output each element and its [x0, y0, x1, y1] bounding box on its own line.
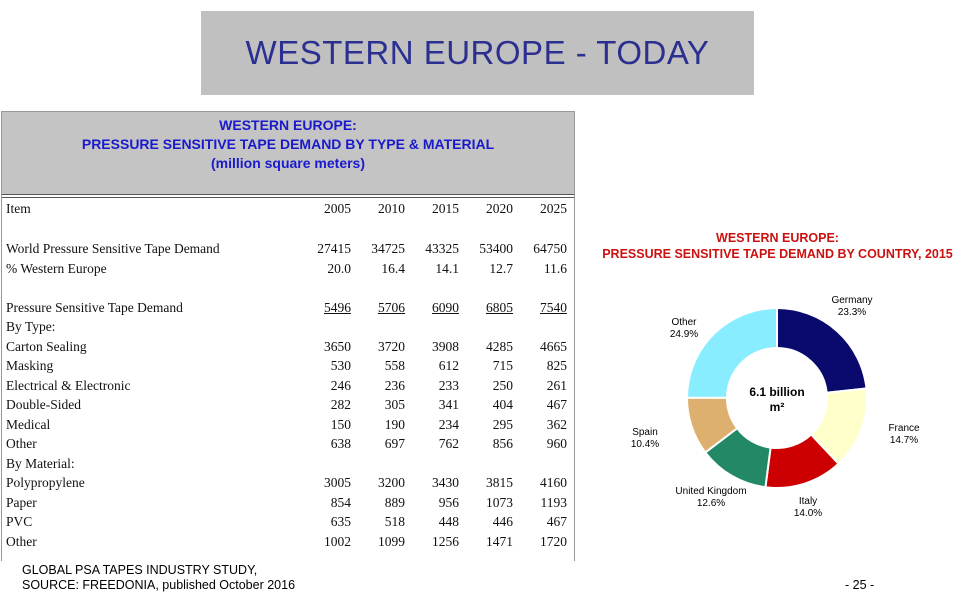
country-donut-chart: [600, 285, 960, 520]
cell-value: 233: [438, 377, 459, 393]
cell-value: 20.0: [327, 260, 351, 276]
item-header: Item: [6, 201, 31, 216]
slice-name-label: France: [888, 423, 920, 434]
cell-value: 261: [546, 377, 567, 393]
cell-value: 11.6: [543, 260, 567, 276]
table-cell: [304, 396, 358, 416]
table-cell: [304, 493, 358, 513]
cell-value: 889: [384, 494, 405, 510]
table-row: [2, 454, 574, 474]
cell-value: 6805: [486, 299, 513, 315]
table-cell: [412, 474, 466, 494]
table-row: [2, 337, 574, 357]
cell-value: 854: [330, 494, 351, 510]
table-cell: [466, 513, 520, 533]
table-cell: [412, 376, 466, 396]
cell-value: 762: [438, 436, 459, 452]
cell-value: 856: [492, 436, 513, 452]
table-cell: [304, 259, 358, 279]
row-label: Polypropylene: [6, 475, 85, 491]
year-header: 2010: [378, 201, 405, 216]
row-label: Double-Sided: [6, 397, 81, 413]
cell-value: 635: [330, 514, 351, 530]
cell-value: 16.4: [381, 260, 405, 276]
table-header-row: [2, 198, 574, 220]
table-cell: [358, 415, 412, 435]
donut-center-total: 6.1 billion: [749, 385, 805, 399]
cell-value: 236: [384, 377, 405, 393]
chart-subtitle: PRESSURE SENSITIVE TAPE DEMAND BY COUNTRY, 2015: [602, 247, 953, 261]
demand-table: [2, 198, 574, 552]
table-cell: [466, 240, 520, 260]
table-row: [2, 298, 574, 318]
table-cell: [358, 532, 412, 552]
table-cell: [466, 337, 520, 357]
slice-name-label: United Kingdom: [675, 486, 747, 497]
cell-value: 1073: [486, 494, 513, 510]
cell-value: 3815: [486, 475, 513, 491]
table-cell: [358, 396, 412, 416]
table-cell: [358, 298, 412, 318]
row-label: Other: [6, 533, 37, 549]
table-cell: [412, 454, 466, 474]
row-label: % Western Europe: [6, 260, 107, 276]
cell-value: 3720: [378, 338, 405, 354]
slice-name-label: Spain: [632, 427, 658, 438]
table-cell: [358, 376, 412, 396]
table-cell: [412, 532, 466, 552]
cell-value: 956: [438, 494, 459, 510]
table-title-line-3: (million square meters): [210, 155, 366, 171]
slice-name-label: Other: [671, 317, 697, 328]
table-cell: [358, 337, 412, 357]
cell-value: 1002: [324, 533, 351, 549]
cell-value: 638: [330, 436, 351, 452]
cell-value: 3200: [378, 475, 405, 491]
cell-value: 558: [384, 358, 405, 374]
table-cell: [304, 298, 358, 318]
table-cell: [466, 493, 520, 513]
cell-value: 1099: [378, 533, 405, 549]
cell-value: 404: [492, 397, 513, 413]
cell-value: 467: [546, 514, 567, 530]
table-cell: [520, 376, 574, 396]
table-row: [2, 415, 574, 435]
table-cell: [358, 454, 412, 474]
cell-value: 518: [384, 514, 405, 530]
table-row: [2, 493, 574, 513]
slide-title: WESTERN EUROPE - TODAY: [245, 34, 710, 71]
table-row: [2, 259, 574, 279]
cell-value: 341: [438, 397, 459, 413]
table-cell: [520, 240, 574, 260]
table-cell: [358, 435, 412, 455]
table-cell: [304, 357, 358, 377]
slice-name-label: Italy: [798, 496, 818, 507]
table-row: [2, 474, 574, 494]
table-cell: [412, 337, 466, 357]
row-label: Other: [6, 436, 37, 452]
donut-slice-germany: [777, 308, 867, 393]
cell-value: 960: [546, 436, 567, 452]
page-number: - 25 -: [845, 578, 875, 592]
slice-value-label: 24.9%: [669, 329, 699, 340]
table-cell: [412, 259, 466, 279]
table-cell: [520, 415, 574, 435]
table-row: [2, 357, 574, 377]
cell-value: 246: [330, 377, 351, 393]
cell-value: 5496: [324, 299, 351, 315]
table-row: [2, 532, 574, 552]
cell-value: 825: [546, 358, 567, 374]
cell-value: 697: [384, 436, 405, 452]
spacer-row: [2, 220, 574, 240]
table-cell: [466, 259, 520, 279]
cell-value: 12.7: [489, 260, 513, 276]
cell-value: 53400: [479, 241, 513, 257]
row-label: Pressure Sensitive Tape Demand: [6, 299, 183, 315]
slice-value-label: 14.7%: [889, 435, 919, 446]
slide-title-box: [201, 11, 754, 95]
table-cell: [304, 532, 358, 552]
row-label: By Type:: [6, 319, 56, 335]
table-cell: [304, 435, 358, 455]
cell-value: 715: [492, 358, 513, 374]
table-cell: [520, 493, 574, 513]
cell-value: 3908: [432, 338, 459, 354]
table-cell: [520, 357, 574, 377]
year-header: 2025: [540, 201, 567, 216]
table-cell: [412, 240, 466, 260]
table-cell: [304, 376, 358, 396]
table-cell: [520, 454, 574, 474]
table-cell: [358, 357, 412, 377]
cell-value: 4665: [540, 338, 567, 354]
cell-value: 250: [492, 377, 513, 393]
table-row: [2, 435, 574, 455]
slice-value-label: 12.6%: [696, 498, 726, 509]
cell-value: 6090: [432, 299, 459, 315]
cell-value: 150: [330, 416, 351, 432]
table-row: [2, 396, 574, 416]
cell-value: 3005: [324, 475, 351, 491]
table-cell: [358, 493, 412, 513]
cell-value: 234: [438, 416, 459, 432]
table-cell: [412, 396, 466, 416]
table-cell: [412, 357, 466, 377]
year-header: 2020: [486, 201, 513, 216]
table-title-block: [2, 111, 574, 194]
cell-value: 362: [546, 416, 567, 432]
table-cell: [466, 318, 520, 338]
table-cell: [520, 435, 574, 455]
row-label: Electrical & Electronic: [6, 377, 131, 393]
demand-table-panel: [1, 111, 575, 561]
table-cell: [358, 259, 412, 279]
chart-title: WESTERN EUROPE:: [716, 231, 839, 245]
slice-value-label: 10.4%: [630, 439, 660, 450]
cell-value: 295: [492, 416, 513, 432]
table-cell: [520, 513, 574, 533]
table-cell: [304, 415, 358, 435]
cell-value: 5706: [378, 299, 405, 315]
table-title-line-1: WESTERN EUROPE:: [219, 117, 357, 133]
table-cell: [520, 532, 574, 552]
slice-name-label: Germany: [831, 295, 873, 306]
slice-value-label: 14.0%: [793, 508, 823, 519]
cell-value: 448: [438, 514, 459, 530]
table-cell: [412, 415, 466, 435]
table-cell: [358, 318, 412, 338]
slice-value-label: 23.3%: [837, 307, 867, 318]
table-cell: [466, 298, 520, 318]
table-cell: [412, 435, 466, 455]
table-cell: [520, 396, 574, 416]
row-label: By Material:: [6, 455, 75, 471]
table-cell: [520, 318, 574, 338]
table-cell: [466, 474, 520, 494]
table-top-rule: [2, 194, 574, 195]
table-cell: [466, 396, 520, 416]
table-cell: [304, 454, 358, 474]
table-cell: [358, 240, 412, 260]
table-cell: [520, 259, 574, 279]
year-header: 2005: [324, 201, 351, 216]
table-cell: [304, 318, 358, 338]
table-cell: [304, 337, 358, 357]
cell-value: 14.1: [435, 260, 459, 276]
table-cell: [412, 318, 466, 338]
table-cell: [304, 240, 358, 260]
cell-value: 1256: [432, 533, 459, 549]
cell-value: 4160: [540, 475, 567, 491]
cell-value: 1471: [486, 533, 513, 549]
table-row: [2, 376, 574, 396]
chart-title-block: [585, 230, 970, 262]
table-cell: [304, 513, 358, 533]
table-cell: [466, 532, 520, 552]
table-cell: [412, 493, 466, 513]
cell-value: 7540: [540, 299, 567, 315]
table-row: [2, 240, 574, 260]
table-cell: [466, 435, 520, 455]
footer-line-1: GLOBAL PSA TAPES INDUSTRY STUDY,: [22, 563, 258, 577]
cell-value: 305: [384, 397, 405, 413]
table-cell: [358, 513, 412, 533]
row-label: Medical: [6, 416, 51, 432]
cell-value: 34725: [371, 241, 405, 257]
cell-value: 190: [384, 416, 405, 432]
donut-center-unit: m²: [769, 400, 785, 414]
row-label: Masking: [6, 358, 54, 374]
footer-line-2: SOURCE: FREEDONIA, published October 2016: [22, 578, 296, 592]
cell-value: 43325: [425, 241, 459, 257]
row-label: PVC: [6, 514, 33, 530]
table-row: [2, 318, 574, 338]
cell-value: 64750: [533, 241, 567, 257]
table-cell: [520, 337, 574, 357]
row-label: Carton Sealing: [6, 338, 87, 354]
cell-value: 612: [438, 358, 459, 374]
table-cell: [466, 415, 520, 435]
row-label: World Pressure Sensitive Tape Demand: [6, 241, 220, 257]
table-cell: [412, 298, 466, 318]
spacer-row: [2, 279, 574, 299]
table-cell: [466, 376, 520, 396]
cell-value: 446: [492, 514, 513, 530]
table-title-line-2: PRESSURE SENSITIVE TAPE DEMAND BY TYPE & MATERIAL: [81, 136, 495, 152]
table-cell: [304, 474, 358, 494]
table-cell: [520, 298, 574, 318]
cell-value: 1720: [540, 533, 567, 549]
cell-value: 530: [330, 358, 351, 374]
table-row: [2, 513, 574, 533]
row-label: Paper: [6, 494, 37, 510]
year-header: 2015: [432, 201, 459, 216]
cell-value: 282: [330, 397, 351, 413]
table-cell: [358, 474, 412, 494]
source-footer: [22, 563, 295, 593]
table-cell: [466, 454, 520, 474]
table-cell: [466, 357, 520, 377]
cell-value: 27415: [317, 241, 351, 257]
cell-value: 467: [546, 397, 567, 413]
cell-value: 3430: [432, 475, 459, 491]
cell-value: 1193: [540, 494, 567, 510]
cell-value: 3650: [324, 338, 351, 354]
table-cell: [520, 474, 574, 494]
cell-value: 4285: [486, 338, 513, 354]
table-cell: [412, 513, 466, 533]
